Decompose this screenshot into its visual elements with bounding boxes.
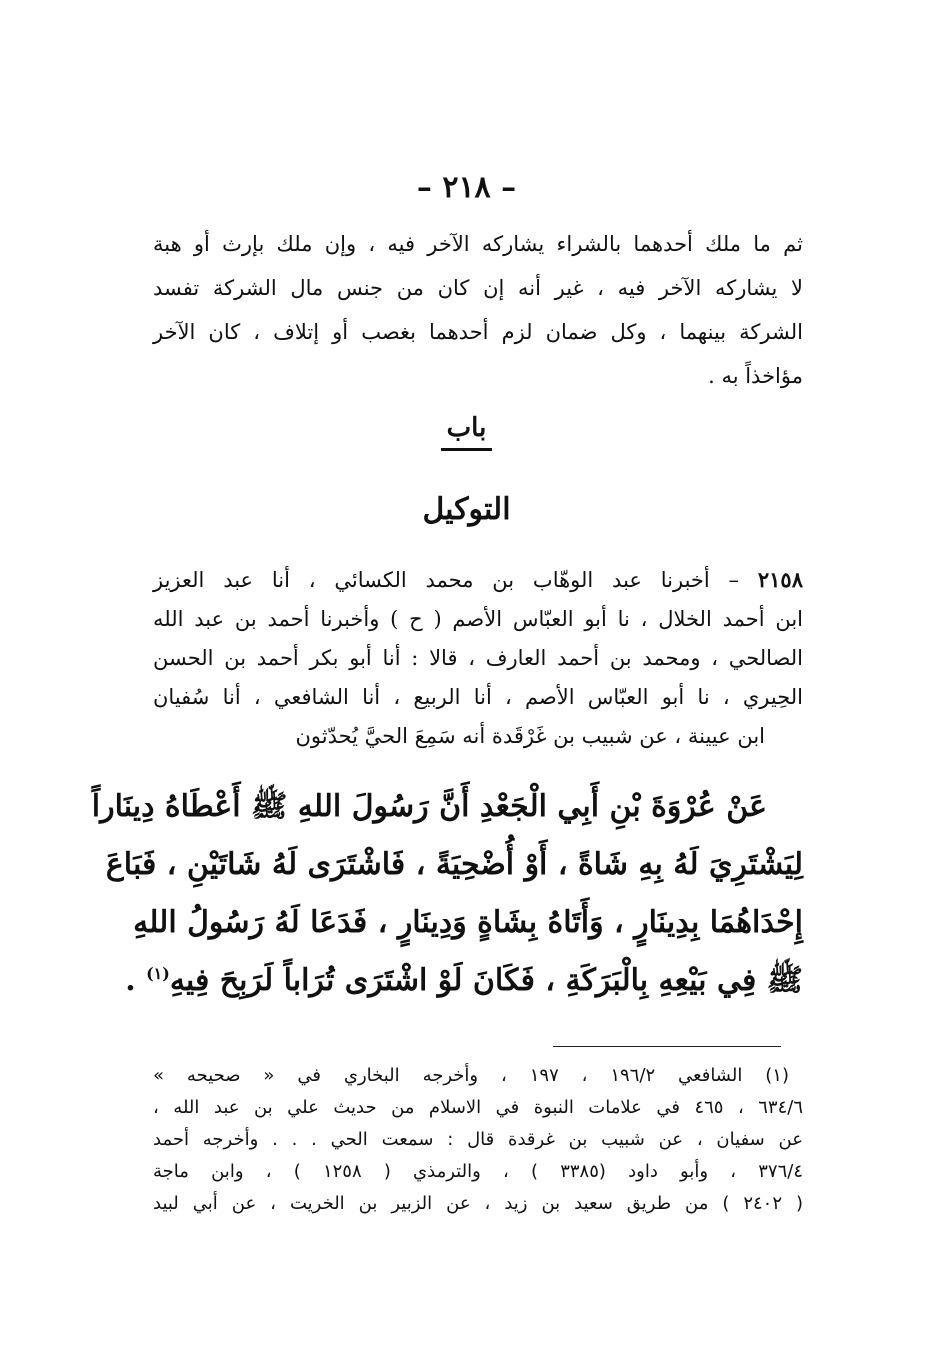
footnote-line: عن سفيان ، عن شبيب بن غرقدة قال : سمعت الحي . . . وأخرجه أحمد — [153, 1129, 803, 1150]
footnote-line: ٣٧٦/٤ ، وأبو داود (٣٣٨٥ ) ، والترمذي ( ١٢٥٨ ) ، وابن ماجة — [153, 1161, 804, 1182]
isnad-line: الصالحي ، ومحمد بن أحمد العارف ، قالا : أنا أبو بكر أحمد بن الحسن — [153, 646, 803, 670]
footnote-line: ( ٢٤٠٢ ) من طريق سعيد بن زيد ، عن الزبير بن الخريت ، عن أبي لبيد — [153, 1193, 803, 1214]
chapter-title: التوكيل — [422, 492, 511, 527]
isnad-line: ابن عيينة ، عن شبيب بن غَرْقَدة أنه سَمِعَ الحيَّ يُحدّثون — [295, 724, 765, 748]
hadith-line — [125, 952, 803, 1010]
intro-line: مؤاخذاً به . — [708, 364, 803, 388]
isnad-paragraph — [153, 560, 803, 756]
hadith-text — [91, 778, 803, 1010]
footnote-divider — [553, 1046, 781, 1047]
isnad-line-text: – أخبرنا عبد الوهّاب بن محمد الكسائي ، أنا عبد العزيز — [153, 568, 740, 592]
hadith-line-text: ﷺ فِي بَيْعِهِ بِالْبَرَكَةِ ، فَكَانَ لَوْ اشْتَرَى تُرَاباً لَرَبِحَ فِيهِ — [169, 963, 803, 998]
isnad-line: الحِيري ، نا أبو العبّاس الأصم ، أنا الربيع ، أنا الشافعي ، أنا سُفيان — [153, 685, 803, 709]
footnote-line: ٦٣٤/٦ ، ٤٦٥ في علامات النبوة في الاسلام من حديث علي بن عبد الله ، — [153, 1097, 803, 1118]
isnad-line: ابن أحمد الخلال ، نا أبو العبّاس الأصم ( ح ) وأخبرنا أحمد بن عبد الله — [153, 607, 803, 631]
hadith-line: عَنْ عُرْوَةَ بْنِ أَبِي الْجَعْدِ أَنَّ رَسُولَ اللهِ ﷺ أَعْطَاهُ دِينَاراً — [91, 789, 767, 824]
isnad-line — [153, 560, 803, 600]
footnotes — [153, 1060, 803, 1220]
intro-line: الشركة بينهما ، وكل ضمان لزم أحدهما بغصب أو إتلاف ، كان الآخر — [153, 320, 803, 344]
hadith-number: ٢١٥٨ — [757, 567, 803, 592]
section-label: باب — [441, 410, 493, 451]
intro-line: ثم ما ملك أحدهما بالشراء يشاركه الآخر فيه ، وإن ملك بإرث أو هبة — [153, 232, 803, 256]
hadith-line: لِيَشْتَرِيَ لَهُ بِهِ شَاةً ، أَوْ أُضْحِيَةً ، فَاشْتَرَى لَهُ شَاتَيْنِ ، فَبَاعَ — [105, 847, 803, 882]
section-heading — [0, 410, 933, 451]
hadith-line: إِحْدَاهُمَا بِدِينَارٍ ، وَأَتَاهُ بِشَاةٍ وَدِينَارٍ ، فَدَعَا لَهُ رَسُولُ اللهِ — [133, 905, 803, 940]
intro-paragraph — [153, 222, 803, 398]
intro-line: لا يشاركه الآخر فيه ، غير أنه إن كان من جنس مال الشركة تفسد — [153, 276, 803, 300]
footnote-line: (١) الشافعي ١٩٦/٢ ، ١٩٧ ، وأخرجه البخاري في « صحيحه » — [153, 1065, 789, 1086]
footnote-reference: (١) — [146, 964, 170, 983]
hadith-end-punctuation: . — [125, 963, 147, 998]
page-number: – ٢١٨ – — [416, 170, 517, 205]
